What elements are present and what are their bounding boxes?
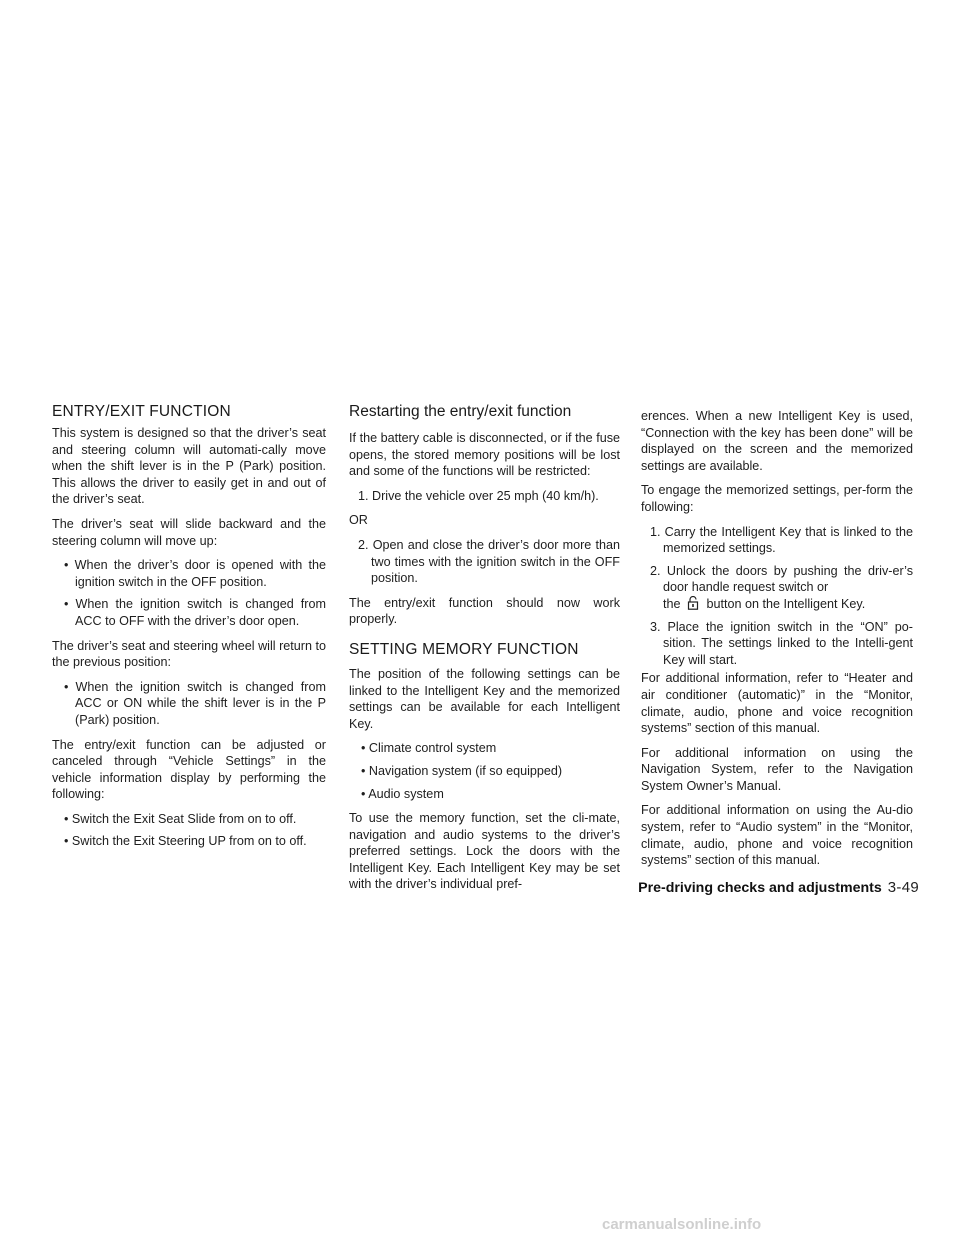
- restart-outro: The entry/exit function should now work properly.: [349, 595, 620, 627]
- list-item: • Climate control system: [361, 741, 497, 756]
- info-3: For additional information on using the Au-dio system, refer to “Audio system” in the “Monitor, climate, audio, phone and voice recognition systems” section of this manual.: [641, 803, 913, 868]
- list-item: • Audio system: [361, 786, 444, 801]
- memory-intro: The position of the following settings can be linked to the Intelligent Key and the memorized settings can be available for each Intelligent Key.: [349, 666, 620, 731]
- list-item: 3. Place the ignition switch in the “ON” po-sition. The settings linked to the Intelli-gent Key will start.: [650, 619, 913, 667]
- return-text: The driver’s seat and steering wheel will return to the previous position:: [52, 638, 326, 670]
- list-item: 1. Carry the Intelligent Key that is linked to the memorized settings.: [650, 524, 913, 556]
- memory-use-text-cont: erences. When a new Intelligent Key is used, “Connection with the key has been done” will be displayed on the screen and the memorized settings are available.: [641, 409, 913, 473]
- adjust-text: The entry/exit function can be adjusted or canceled through “Vehicle Settings” in the vehicle information display by performing the following:: [52, 737, 326, 802]
- engage-text: To engage the memorized settings, per-form the following:: [641, 483, 913, 514]
- heading-restart: Restarting the entry/exit function: [349, 403, 572, 420]
- list-item: • When the ignition switch is changed from ACC or ON while the shift lever is in the P (Park) position.: [64, 679, 326, 727]
- info-2: For additional information on using the Navigation System, refer to the Navigation System Owner’s Manual.: [641, 745, 913, 793]
- return-list: [52, 679, 326, 729]
- restart-step1-list: [349, 488, 620, 505]
- list-item: [641, 563, 913, 613]
- list-item: • Switch the Exit Seat Slide from on to off.: [64, 811, 297, 826]
- watermark: carmanualsonline.info: [602, 1216, 762, 1233]
- list-item: • Navigation system (if so equipped): [361, 763, 563, 778]
- list-item: • When the driver’s door is opened with the ignition switch in the OFF position.: [64, 558, 326, 589]
- engage-step2-before: the: [663, 596, 681, 611]
- slide-list: [52, 557, 326, 629]
- entry-exit-intro: This system is designed so that the driver’s seat and steering column will automati-cally move when the shift lever is in the P (Park) position. This allows the driver to easily get in and out of the driver’s seat.: [52, 426, 326, 507]
- memory-use-text: To use the memory function, set the cli-mate, navigation and audio systems to the driver’s preferred settings. Lock the doors with the Intelligent Key. Each Intelligent Key may be set with the driver’s individual pref-: [349, 811, 620, 892]
- engage-step2-text: 2. Unlock the doors by pushing the driv-er’s door handle request switch or: [650, 563, 913, 595]
- info-1: For additional information, refer to “Heater and air conditioner (automatic)” in the “Monitor, climate, audio, phone and voice recognition systems” section of this manual.: [641, 671, 913, 736]
- restart-intro: If the battery cable is disconnected, or if the fuse opens, the stored memory positions will be lost and some of the functions will be restricted:: [349, 431, 620, 479]
- column-entry-exit: [52, 402, 326, 858]
- memory-list: [349, 740, 620, 802]
- restart-or: OR: [349, 513, 368, 528]
- footer-section-title: Pre-driving checks and adjustments: [638, 880, 882, 896]
- adjust-list: [52, 811, 326, 850]
- restart-step2-list: [349, 537, 620, 587]
- heading-memory: SETTING MEMORY FUNCTION: [349, 640, 579, 658]
- page-footer: [593, 879, 919, 901]
- engage-step2-after: button on the Intelligent Key.: [706, 596, 866, 611]
- slide-text: The driver’s seat will slide backward and the steering column will move up:: [52, 516, 326, 548]
- list-item: • When the ignition switch is changed from ACC to OFF with the driver’s door open.: [64, 597, 326, 628]
- column-memory-continued: [641, 408, 913, 877]
- heading-entry-exit: ENTRY/EXIT FUNCTION: [52, 403, 231, 420]
- list-item: • Switch the Exit Steering UP from on to off.: [64, 834, 307, 849]
- list-item: 2. Open and close the driver’s door more than two times with the ignition switch in the OFF position.: [358, 537, 620, 586]
- unlock-icon: [687, 596, 699, 610]
- page-number: 3-49: [887, 879, 919, 896]
- list-item: 1. Drive the vehicle over 25 mph (40 km/h).: [358, 488, 599, 503]
- engage-list: [641, 524, 913, 669]
- column-restart-memory: [349, 402, 620, 901]
